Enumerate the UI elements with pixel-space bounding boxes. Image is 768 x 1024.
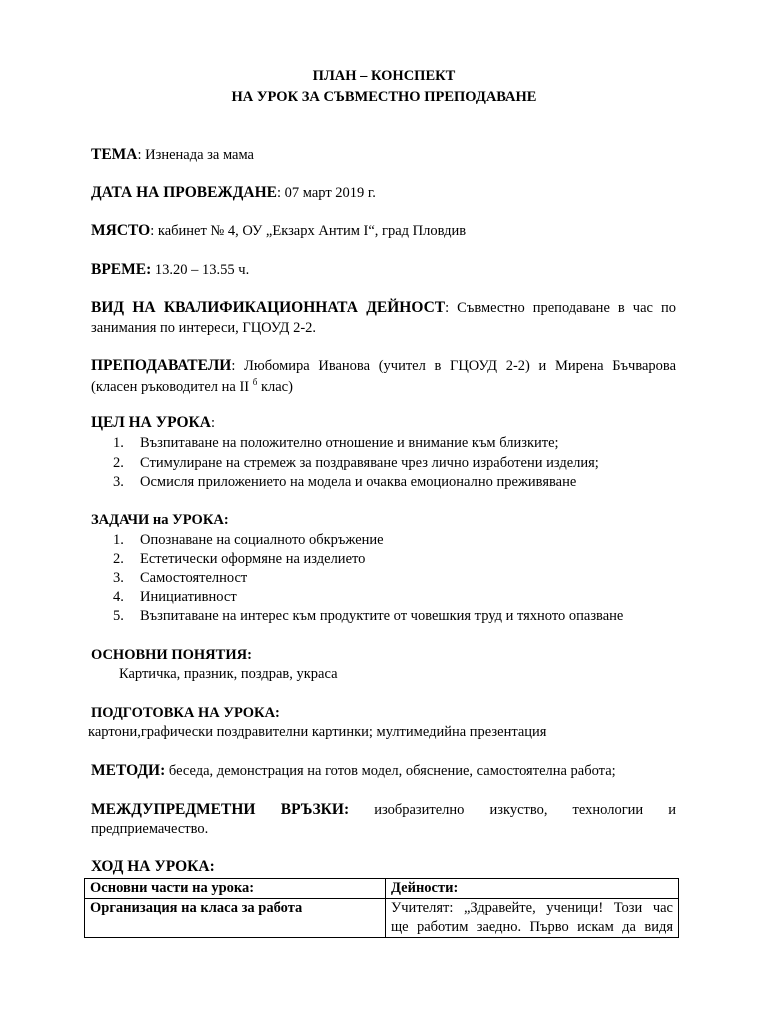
- task-number: 2.: [113, 551, 124, 567]
- links-line2: предприемачество.: [91, 821, 209, 837]
- place-value: : кабинет № 4, ОУ „Екзарх Антим I“, град Пловдив: [150, 223, 467, 239]
- task-text: Естетически оформяне на изделието: [140, 551, 366, 567]
- task-item: [113, 570, 247, 587]
- teachers-line2: [91, 377, 293, 396]
- task-text: Опознаване на социалното обкръжение: [140, 532, 384, 548]
- place-field: [91, 222, 466, 240]
- table-header-activities: Дейности:: [386, 879, 679, 899]
- table-cell-part: Организация на класа за работа: [85, 899, 386, 938]
- teachers-class-text: (класен ръководител на II: [91, 378, 250, 395]
- goal-text: Възпитаване на положително отношение и внимание към близките;: [140, 435, 559, 451]
- task-number: 5.: [113, 608, 124, 624]
- goals-heading: [91, 414, 215, 432]
- activity-type-line2: занимания по интереси, ГЦОУД 2-2.: [91, 320, 317, 336]
- table-cell-activity: [386, 899, 679, 938]
- course-heading: [91, 858, 215, 876]
- goal-item: [113, 474, 576, 491]
- task-item: [113, 532, 384, 549]
- topic-value: : Изненада за мама: [137, 147, 254, 163]
- goal-text: Осмисля приложението на модела и очаква емоционално преживяване: [140, 474, 577, 490]
- preparation-heading: [91, 705, 280, 722]
- goal-number: 2.: [113, 455, 124, 471]
- goal-item: [113, 455, 599, 472]
- topic-label: ТЕМА: [91, 146, 138, 163]
- topic-field: [91, 146, 254, 164]
- document-title-line2: НА УРОК ЗА СЪВМЕСТНО ПРЕПОДАВАНЕ: [231, 89, 537, 105]
- date-field: [91, 184, 376, 202]
- time-field: [91, 261, 249, 279]
- links-value: изобразително изкуство, технологии и: [374, 802, 677, 818]
- preparation-heading-label: ПОДГОТОВКА НА УРОКА:: [91, 705, 280, 721]
- goals-heading-label: ЦЕЛ НА УРОКА: [91, 414, 211, 431]
- links-label: МЕЖДУПРЕДМЕТНИ ВРЪЗКИ:: [91, 801, 350, 818]
- task-number: 3.: [113, 570, 124, 586]
- tasks-heading: [91, 512, 229, 529]
- activity-type-value: : Съвместно преподаване в час по: [445, 300, 676, 316]
- teachers-class-sup: б: [252, 377, 258, 387]
- goal-number: 3.: [113, 474, 124, 490]
- activity-line2: ще работим заедно. Първо искам да видя: [391, 919, 673, 935]
- document-title-line1: ПЛАН – КОНСПЕКТ: [312, 68, 456, 84]
- date-value: : 07 март 2019 г.: [277, 185, 376, 201]
- task-number: 4.: [113, 589, 124, 605]
- place-label: МЯСТО: [91, 222, 151, 239]
- lesson-table: [84, 878, 679, 938]
- activity-type-line1: [91, 299, 676, 317]
- concepts-heading: [91, 647, 252, 664]
- preparation-text: картони,графически поздравителни картинки; мултимедийна презентация: [88, 724, 547, 740]
- task-item: [113, 589, 237, 606]
- course-heading-label: ХОД НА УРОКА:: [91, 858, 215, 875]
- goal-item: [113, 435, 559, 452]
- goals-heading-colon: :: [210, 415, 216, 431]
- task-number: 1.: [113, 532, 124, 548]
- methods-value: беседа, демонстрация на готов модел, обяснение, самостоятелна работа;: [165, 763, 616, 779]
- table-row: [85, 899, 679, 938]
- teachers-value: : Любомира Иванова (учител в ГЦОУД 2-2) и Мирена Бъчварова: [231, 358, 676, 374]
- goal-number: 1.: [113, 435, 124, 451]
- task-item: [113, 608, 623, 625]
- date-label: ДАТА НА ПРОВЕЖДАНЕ: [91, 184, 277, 201]
- tasks-heading-label: ЗАДАЧИ на УРОКА:: [91, 512, 229, 528]
- table-header-parts: Основни части на урока:: [85, 879, 386, 899]
- table-header-row: [85, 879, 679, 899]
- task-text: Инициативност: [140, 589, 237, 605]
- activity-type-label: ВИД НА КВАЛИФИКАЦИОННАТА ДЕЙНОСТ: [91, 299, 446, 316]
- activity-line1: Учителят: „Здравейте, ученици! Този час: [391, 900, 673, 916]
- task-text: Възпитаване на интерес към продуктите от човешкия труд и тяхното опазване: [140, 608, 624, 624]
- concepts-heading-label: ОСНОВНИ ПОНЯТИЯ:: [91, 647, 252, 663]
- links-line1: [91, 801, 676, 819]
- time-value: 13.20 – 13.55 ч.: [151, 262, 250, 278]
- teachers-label: ПРЕПОДАВАТЕЛИ: [91, 357, 232, 374]
- teachers-line1: [91, 357, 676, 375]
- methods-field: [91, 762, 616, 780]
- concepts-text: Картичка, празник, поздрав, украса: [119, 666, 338, 682]
- teachers-class-suffix: клас): [257, 378, 293, 395]
- methods-label: МЕТОДИ:: [91, 762, 166, 779]
- time-label: ВРЕМЕ:: [91, 261, 152, 278]
- task-text: Самостоятелност: [140, 570, 248, 586]
- task-item: [113, 551, 365, 568]
- goal-text: Стимулиране на стремеж за поздравяване чрез лично изработени изделия;: [140, 455, 599, 471]
